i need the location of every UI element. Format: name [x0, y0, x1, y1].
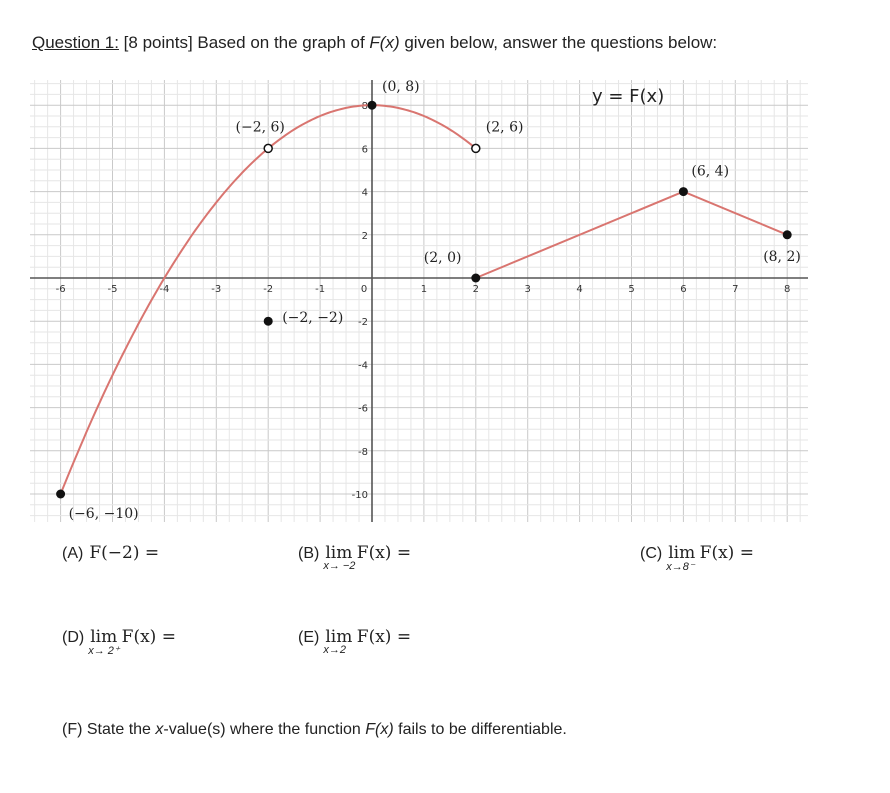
closed-point [264, 317, 273, 326]
question-f-text-b: -value(s) where the function [163, 721, 366, 738]
heading-fx: F(x) [369, 33, 400, 52]
y-tick-label: -2 [358, 317, 368, 329]
question-c-limit [666, 543, 696, 573]
question-label: Question 1: [32, 33, 119, 52]
question-b-letter: (B) [298, 545, 320, 562]
y-tick-label: 6 [361, 144, 368, 156]
question-e [298, 627, 412, 656]
point-annotation: (2, 6) [485, 119, 524, 136]
question-f-letter: (F) [62, 721, 83, 738]
x-tick-label: -6 [55, 284, 66, 295]
y-tick-label: 2 [361, 230, 368, 242]
question-c-sub: x→8⁻ [666, 561, 695, 573]
question-d-sub: x→ 2⁺ [88, 645, 120, 657]
question-f-xv: x [155, 721, 164, 738]
x-tick-label: 1 [420, 284, 428, 295]
x-tick-label: -2 [263, 284, 274, 295]
question-b-expr: F(x) = [356, 543, 412, 563]
graph-axes [30, 80, 808, 522]
question-d-limit [88, 627, 120, 657]
question-b [298, 543, 412, 572]
y-tick-label: -6 [358, 403, 368, 415]
closed-point [679, 187, 688, 196]
open-point [472, 144, 480, 152]
question-e-limit [323, 627, 353, 656]
question-a [62, 543, 159, 563]
x-tick-label: -5 [107, 284, 118, 295]
question-c-expr: F(x) = [699, 543, 754, 563]
x-tick-label: 4 [576, 284, 583, 295]
question-f-text-c: fails to be differentiable. [393, 721, 567, 738]
heading-text-a: [8 points] Based on the graph of [118, 33, 370, 52]
y-tick-label: -4 [358, 360, 368, 372]
question-d [62, 627, 176, 657]
x-tick-label: 0 [360, 284, 368, 295]
point-annotation: (−2, −2) [282, 310, 344, 327]
x-tick-label: -4 [159, 284, 170, 295]
closed-point [471, 274, 480, 283]
question-f [62, 721, 567, 739]
question-b-sub: x→ −2 [323, 560, 356, 572]
x-tick-label: -3 [211, 284, 222, 295]
question-d-letter: (D) [62, 629, 85, 646]
x-tick-label: 7 [732, 284, 739, 295]
question-e-lim: lim [325, 627, 353, 647]
x-tick-label: 5 [628, 284, 635, 295]
y-tick-label: 4 [361, 187, 368, 199]
question-e-letter: (E) [298, 629, 320, 646]
question-c [640, 543, 754, 573]
question-f-text-a: State the [82, 721, 156, 738]
question-b-limit [323, 543, 356, 572]
y-tick-label: -10 [351, 490, 368, 501]
question-e-sub: x→2 [323, 644, 346, 656]
point-annotation: (8, 2) [763, 248, 801, 265]
heading-text-b: given below, answer the questions below: [399, 33, 718, 52]
question-b-lim: lim [325, 543, 353, 563]
graph-tick-labels [56, 101, 791, 501]
x-tick-label: 2 [472, 284, 479, 295]
point-annotation: (6, 4) [691, 163, 730, 180]
closed-point [783, 230, 792, 239]
function-label: y = F(x) [592, 86, 665, 107]
x-tick-label: 3 [524, 284, 531, 295]
graph-grid [30, 80, 808, 522]
point-annotation: (0, 8) [382, 79, 420, 96]
open-point [264, 144, 272, 152]
graph-annotations [69, 79, 801, 522]
question-f-fx: F(x) [365, 721, 394, 738]
question-d-lim: lim [90, 627, 118, 647]
closed-point [368, 101, 377, 110]
x-tick-label: 8 [784, 284, 791, 295]
point-annotation: (2, 0) [423, 250, 462, 266]
question-c-letter: (C) [640, 545, 663, 562]
x-tick-label: -1 [315, 284, 326, 295]
question-a-expr: F(−2) = [89, 543, 160, 563]
y-tick-label: -8 [358, 446, 368, 458]
question-d-expr: F(x) = [121, 627, 176, 647]
closed-point [56, 490, 65, 499]
question-e-expr: F(x) = [356, 627, 412, 647]
x-tick-label: 6 [680, 284, 687, 295]
point-annotation: (−2, 6) [235, 119, 285, 136]
point-annotation: (−6, −10) [68, 506, 139, 522]
question-a-letter: (A) [62, 545, 84, 562]
y-tick-label: 8 [361, 101, 368, 113]
question-c-lim: lim [668, 543, 696, 563]
